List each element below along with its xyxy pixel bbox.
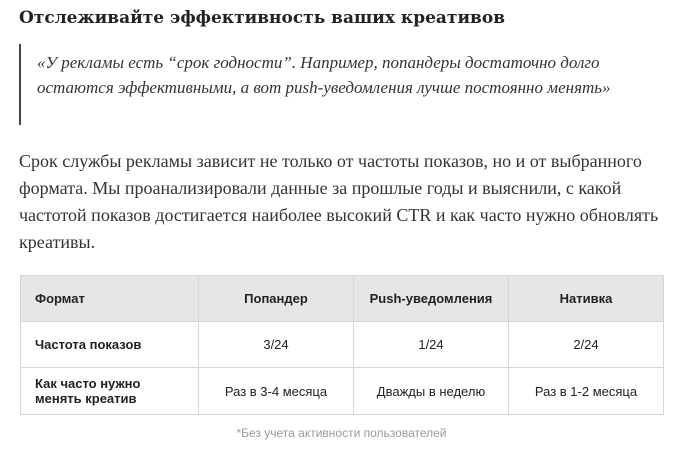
header-push: Push-уведомления: [354, 276, 509, 322]
header-format: Формат: [21, 276, 199, 322]
pull-quote: [19, 44, 649, 125]
table-cell: Дважды в неделю: [354, 368, 509, 415]
table-header-row: [21, 276, 664, 322]
row-label-refresh: Как часто нужно менять креатив: [21, 368, 199, 415]
row-label-frequency: Частота показов: [21, 322, 199, 368]
table-cell: 3/24: [199, 322, 354, 368]
table-row: [21, 322, 664, 368]
comparison-table: [20, 275, 664, 415]
pull-quote-text: «У рекламы есть “срок годности”. Например, попандеры достаточно долго остаются эффективными, а вот push-уведомления лучше постоянно менять»: [37, 53, 611, 97]
section-heading: Отслеживайте эффективность ваших креативов: [19, 8, 506, 28]
body-paragraph: Срок службы рекламы зависит не только от частоты показов, но и от выбранного формата. Мы проанализировали данные за прошлые годы и выяснили, с какой частотой показов достигается наиболее высокий CTR и как часто нужно обновлять креативы.: [19, 151, 659, 252]
table-cell: Раз в 3-4 месяца: [199, 368, 354, 415]
table-cell: Раз в 1-2 месяца: [509, 368, 664, 415]
table-cell: 2/24: [509, 322, 664, 368]
header-native: Нативка: [509, 276, 664, 322]
table-footnote: *Без учета активности пользователей: [236, 426, 447, 440]
header-popunder: Попандер: [199, 276, 354, 322]
table-cell: 1/24: [354, 322, 509, 368]
table-row: [21, 368, 664, 415]
